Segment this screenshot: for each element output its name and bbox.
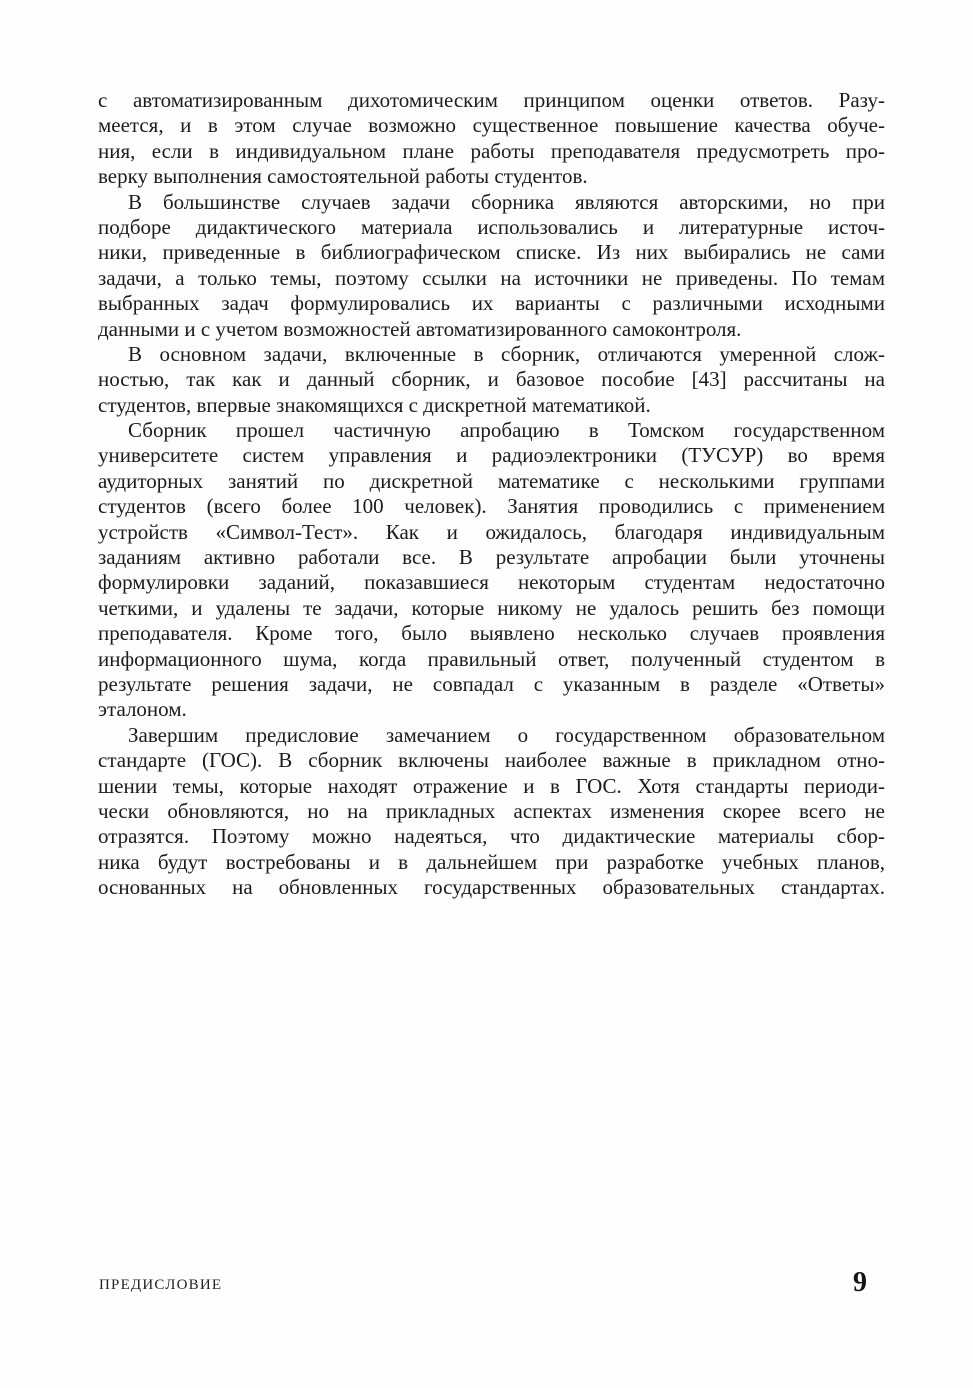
text-line: Сборник прошел частичную апробацию в Томском государственном: [128, 418, 885, 443]
text-line: данными и с учетом возможностей автоматизированного самоконтроля.: [98, 316, 742, 341]
text-line: эталоном.: [98, 697, 187, 722]
text-line: чески обновляются, но на прикладных аспектах изменения скорее всего не: [98, 798, 885, 823]
text-line: верку выполнения самостоятельной работы студентов.: [98, 164, 588, 189]
running-footer-title: ПРЕДИСЛОВИЕ: [99, 1277, 223, 1293]
paragraph-5: [98, 723, 885, 901]
text-line: задачи, а только темы, поэтому ссылки на источники не приведены. По темам: [98, 265, 885, 290]
paragraph-2: [98, 190, 885, 342]
text-line: выбранных задач формулировались их варианты с различными исходными: [98, 291, 885, 316]
paragraph-4: [98, 418, 885, 723]
text-line: ностью, так как и данный сборник, и базовое пособие [43] рассчитаны на: [98, 367, 885, 392]
page-number: 9: [853, 1267, 867, 1298]
text-line: преподавателя. Кроме того, было выявлено несколько случаев проявления: [98, 621, 885, 646]
text-line: формулировки заданий, показавшиеся некоторым студентам недостаточно: [98, 570, 885, 595]
paragraph-1: [98, 88, 885, 190]
text-line: подборе дидактического материала использовались и литературные источ-: [98, 214, 885, 239]
text-line: стандарте (ГОС). В сборник включены наиболее важные в прикладном отно-: [98, 748, 885, 773]
text-line: шении темы, которые находят отражение и в ГОС. Хотя стандарты периоди-: [98, 773, 885, 798]
text-line: В основном задачи, включенные в сборник, отличаются умеренной слож-: [128, 341, 885, 366]
preface-body-text: [98, 88, 885, 901]
text-line: с автоматизированным дихотомическим принципом оценки ответов. Разу-: [98, 88, 885, 112]
text-line: четкими, и удалены те задачи, которые никому не удалось решить без помощи: [98, 595, 885, 620]
text-line: ния, если в индивидуальном плане работы преподавателя предусмотреть про-: [98, 138, 885, 163]
text-line: университете систем управления и радиоэлектроники (ТУСУР) во время: [98, 443, 885, 468]
text-line: меется, и в этом случае возможно существенное повышение качества обуче-: [98, 113, 885, 138]
text-line: Завершим предисловие замечанием о государственном образовательном: [128, 722, 885, 747]
text-line: заданиям активно работали все. В результате апробации были уточнены: [98, 545, 885, 570]
text-line: студентов, впервые знакомящихся с дискретной математикой.: [98, 392, 651, 417]
text-line: отразятся. Поэтому можно надеяться, что дидактические материалы сбор-: [98, 824, 885, 849]
paragraph-3: [98, 342, 885, 418]
text-line: ника будут востребованы и в дальнейшем при разработке учебных планов,: [98, 849, 885, 874]
text-line: ники, приведенные в библиографическом списке. Из них выбирались не сами: [98, 240, 885, 265]
text-line: студентов (всего более 100 человек). Занятия проводились с применением: [98, 494, 885, 519]
text-line: устройств «Символ-Тест». Как и ожидалось, благодаря индивидуальным: [98, 519, 885, 544]
text-line: аудиторных занятий по дискретной математике с несколькими группами: [98, 468, 885, 493]
text-line: В большинстве случаев задачи сборника являются авторскими, но при: [128, 189, 885, 214]
text-line: информационного шума, когда правильный ответ, полученный студентом в: [98, 646, 885, 671]
text-line: результате решения задачи, не совпадал с указанным в разделе «Ответы»: [98, 671, 885, 696]
text-line: основанных на обновленных государственных образовательных стандартах.: [98, 875, 885, 900]
